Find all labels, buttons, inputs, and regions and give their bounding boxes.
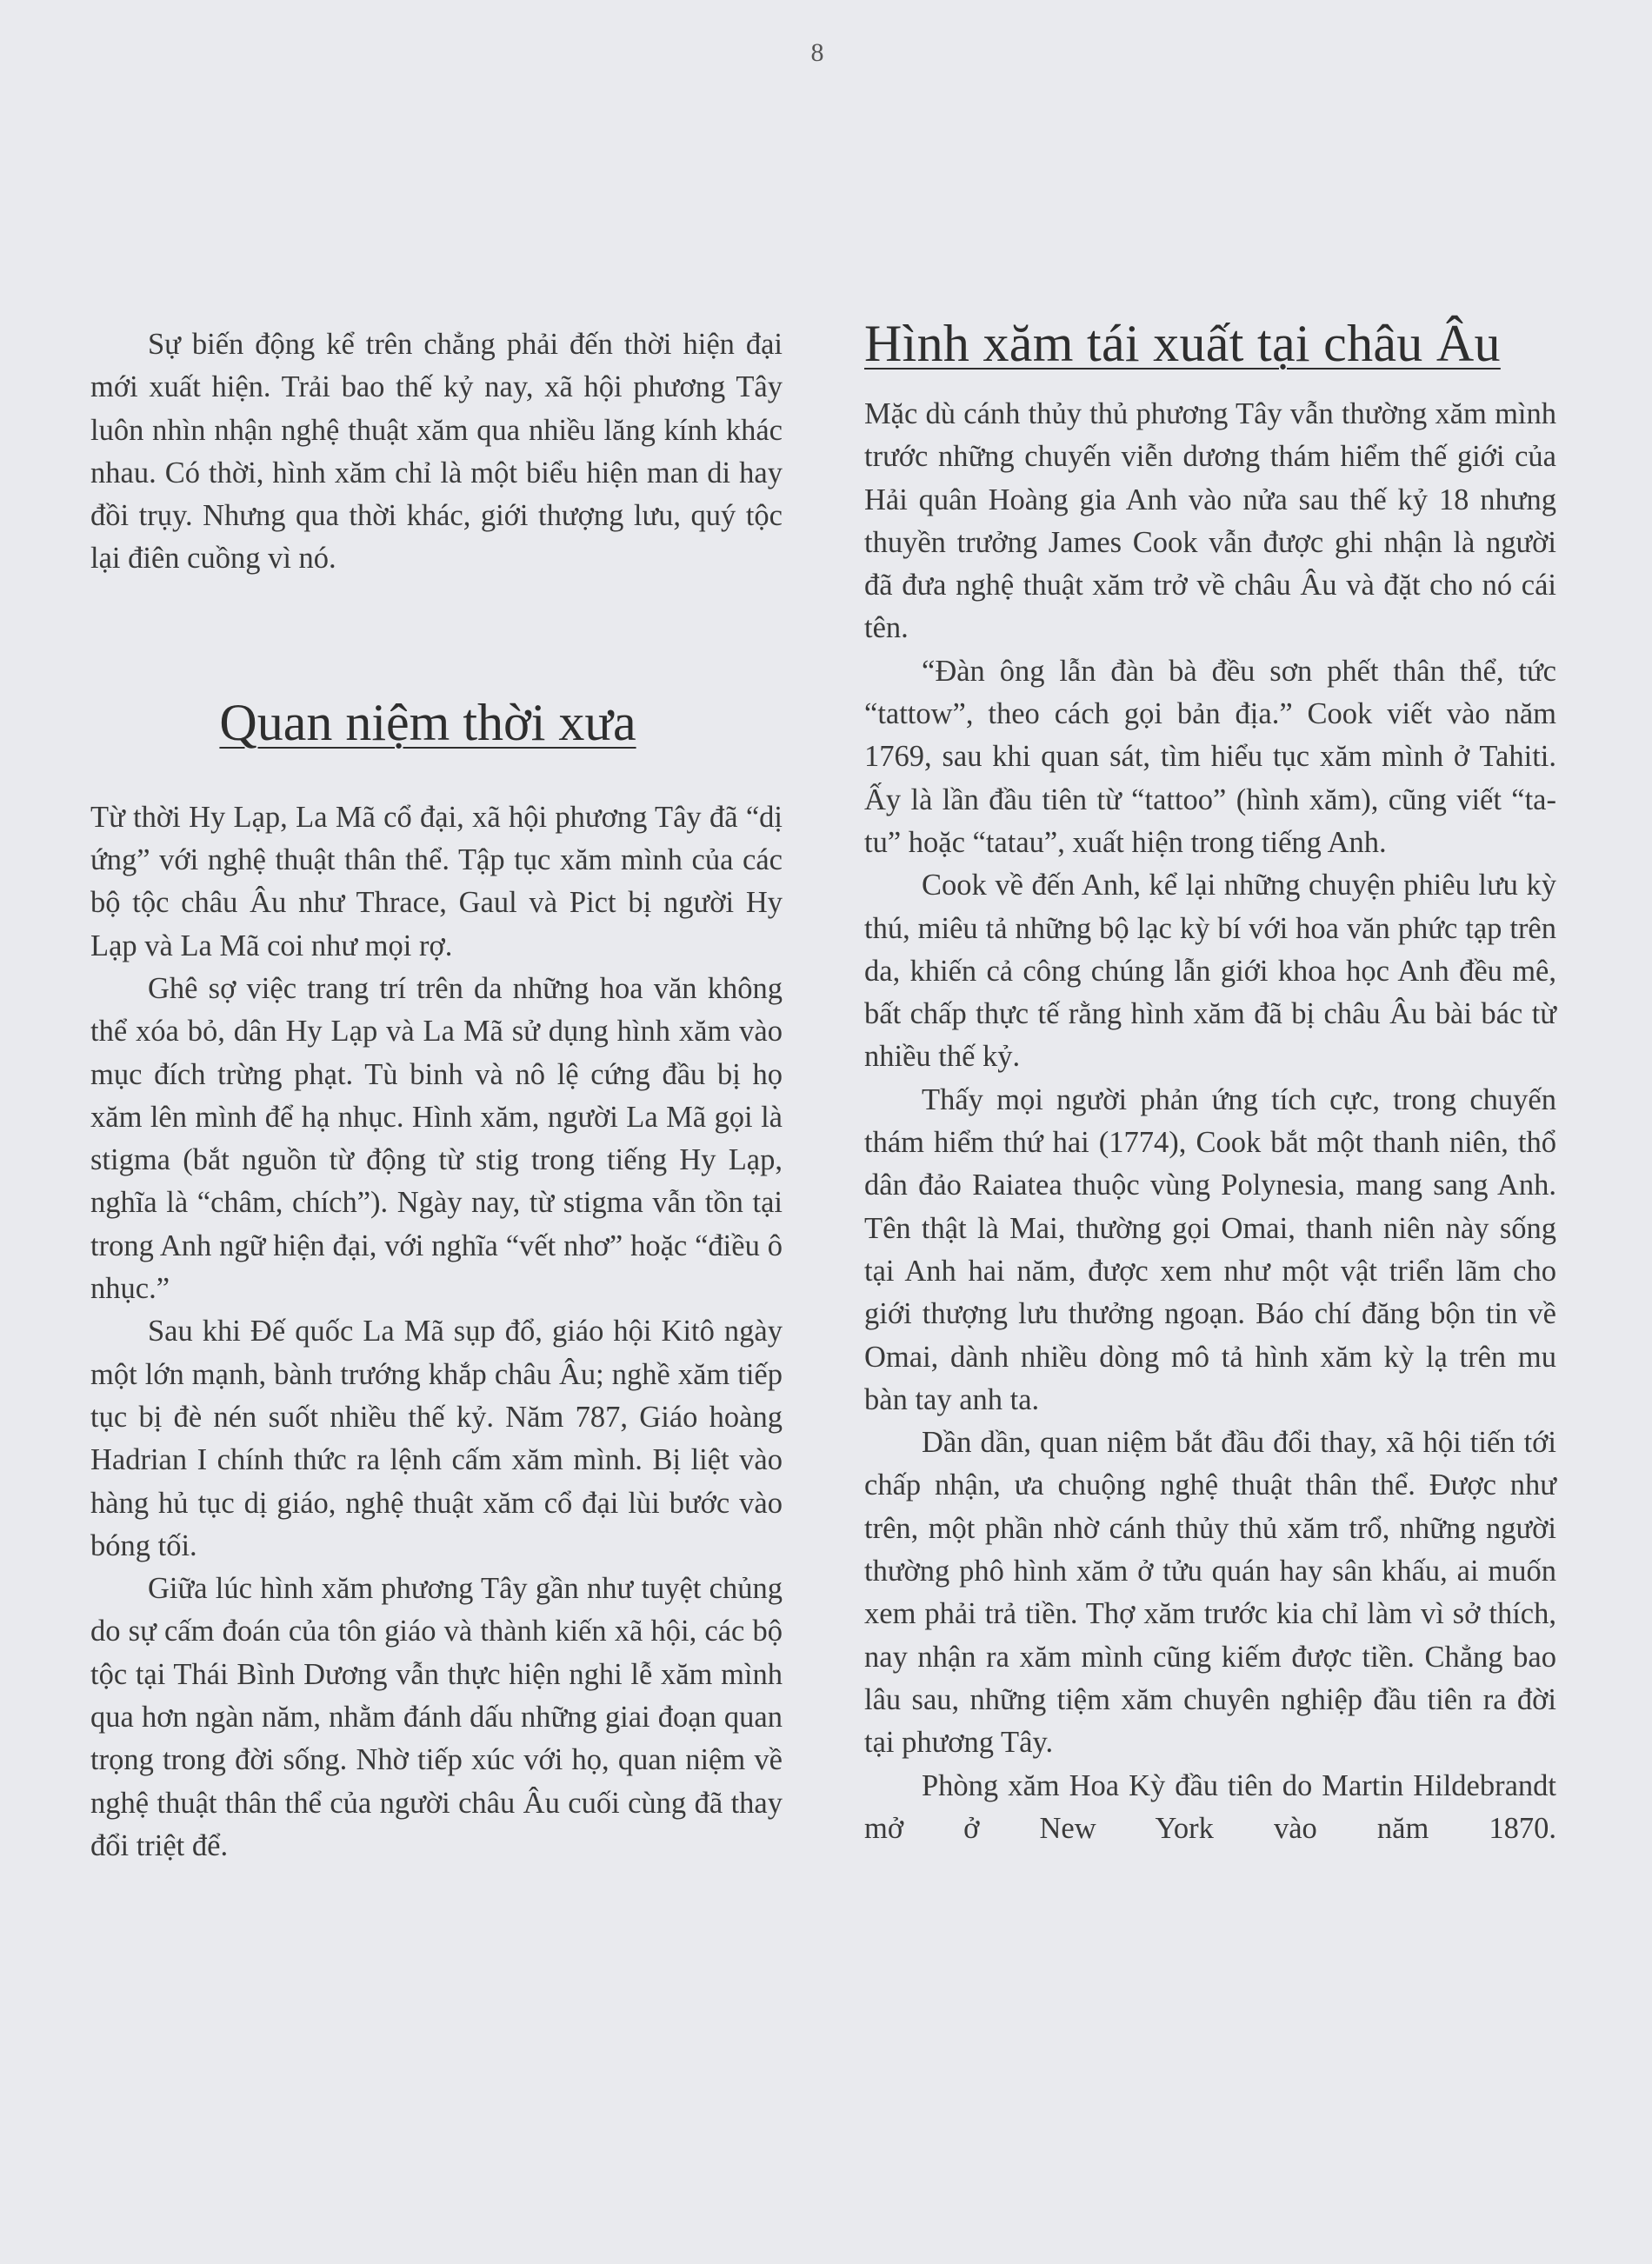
body-paragraph: Dần dần, quan niệm bắt đầu đổi thay, xã hội tiến tới chấp nhận, ưa chuộng nghệ thuật thân thể. Được như trên, một phần nhờ cánh thủy thủ xăm trổ, những người thường phô hình xăm ở tửu quán hay sân khấu, ai muốn xem phải trả tiền. Thợ xăm trước kia chỉ làm vì sở thích, nay nhận ra xăm mình cũng kiếm được tiền. Chẳng bao lâu sau, những tiệm xăm chuyên nghiệp đầu tiên ra đời tại phương Tây. <box>864 1426 1556 1760</box>
body-paragraph: “Đàn ông lẫn đàn bà đều sơn phết thân thể, tức “tattow”, theo cách gọi bản địa.” Cook viết vào năm 1769, sau khi quan sát, tìm hiểu tục xăm mình ở Tahiti. Ấy là lần đầu tiên từ “tattoo” (hình xăm), cũng viết “ta-tu” hoặc “tatau”, xuất hiện trong tiếng Anh. <box>864 654 1556 859</box>
left-column <box>90 323 783 1868</box>
right-column <box>864 315 1556 1850</box>
body-paragraph: Giữa lúc hình xăm phương Tây gần như tuyệt chủng do sự cấm đoán của tôn giáo và thành kiến xã hội, các bộ tộc tại Thái Bình Dương vẫn thực hiện nghi lễ xăm mình qua hơn ngàn năm, nhằm đánh dấu những giai đoạn quan trọng trong đời sống. Nhờ tiếp xúc với họ, quan niệm về nghệ thuật thân thể của người châu Âu cuối cùng đã thay đổi triệt để. <box>90 1572 783 1862</box>
section-heading-tattoo-returns: Hình xăm tái xuất tại châu Âu <box>864 315 1501 372</box>
body-paragraph: Sau khi Đế quốc La Mã sụp đổ, giáo hội Kitô ngày một lớn mạnh, bành trướng khắp châu Âu; nghề xăm tiếp tục bị đè nén suốt nhiều thế kỷ. Năm 787, Giáo hoàng Hadrian I chính thức ra lệnh cấm xăm mình. Bị liệt vào hàng hủ tục dị giáo, nghệ thuật xăm cổ đại lùi bước vào bóng tối. <box>90 1315 783 1562</box>
body-paragraph: Thấy mọi người phản ứng tích cực, trong chuyến thám hiểm thứ hai (1774), Cook bắt một thanh niên, thổ dân đảo Raiatea thuộc vùng Polynesia, mang sang Anh. Tên thật là Mai, thường gọi Omai, thanh niên này sống tại Anh hai năm, được xem như một vật triển lãm cho giới thượng lưu thưởng ngoạn. Báo chí đăng bộn tin về Omai, dành nhiều dòng mô tả hình xăm kỳ lạ trên mu bàn tay anh ta. <box>864 1082 1556 1416</box>
body-paragraph: Cook về đến Anh, kể lại những chuyện phiêu lưu kỳ thú, miêu tả những bộ lạc kỳ bí với hoa văn phức tạp trên da, khiến cả công chúng lẫn giới khoa học Anh đều mê, bất chấp thực tế rằng hình xăm đã bị châu Âu bài bác từ nhiều thế kỷ. <box>864 869 1556 1074</box>
body-paragraph: Ghê sợ việc trang trí trên da những hoa văn không thể xóa bỏ, dân Hy Lạp và La Mã sử dụng hình xăm vào mục đích trừng phạt. Tù binh và nô lệ cứng đầu bị họ xăm lên mình để hạ nhục. Hình xăm, người La Mã gọi là stigma (bắt nguồn từ động từ stig trong tiếng Hy Lạp, nghĩa là “châm, chích”). Ngày nay, từ stigma vẫn tồn tại trong Anh ngữ hiện đại, với nghĩa “vết nhơ” hoặc “điều ô nhục.” <box>90 971 783 1306</box>
page-number: 8 <box>810 38 824 67</box>
body-paragraph: Phòng xăm Hoa Kỳ đầu tiên do Martin Hildebrandt mở ở New York vào năm 1870. <box>864 1768 1556 1845</box>
section-heading-ancient-views: Quan niệm thời xưa <box>219 693 636 751</box>
body-paragraph: Từ thời Hy Lạp, La Mã cổ đại, xã hội phương Tây đã “dị ứng” với nghệ thuật thân thể. Tập tục xăm mình của các bộ tộc châu Âu như Thrace, Gaul và Pict bị người Hy Lạp và La Mã coi như mọi rợ. <box>90 800 783 962</box>
body-paragraph: Mặc dù cánh thủy thủ phương Tây vẫn thường xăm mình trước những chuyến viễn dương thám hiểm thế giới của Hải quân Hoàng gia Anh vào nửa sau thế kỷ 18 nhưng thuyền trưởng James Cook vẫn được ghi nhận là người đã đưa nghệ thuật xăm trở về châu Âu và đặt cho nó cái tên. <box>864 397 1556 645</box>
intro-paragraph: Sự biến động kể trên chẳng phải đến thời hiện đại mới xuất hiện. Trải bao thế kỷ nay, xã hội phương Tây luôn nhìn nhận nghệ thuật xăm qua nhiều lăng kính khác nhau. Có thời, hình xăm chỉ là một biểu hiện man di hay đồi trụy. Nhưng qua thời khác, giới thượng lưu, quý tộc lại điên cuồng vì nó. <box>90 328 783 576</box>
